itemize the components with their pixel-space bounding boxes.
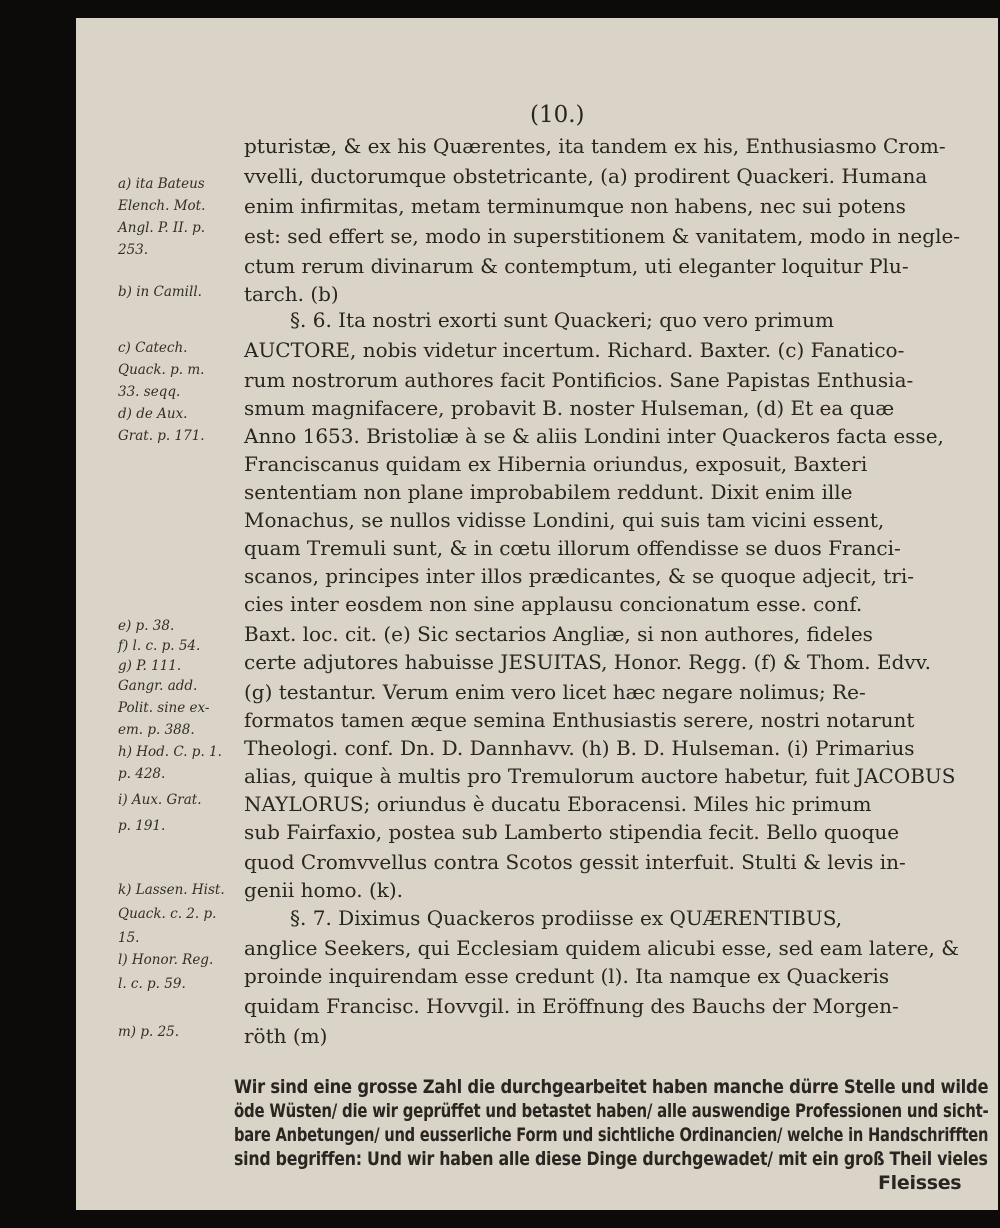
text-line: formatos tamen æque semina Enthusiastis serere, nostri notarunt [244,708,915,732]
text-line: ctum rerum divinarum & contemptum, uti eleganter loquitur Plu- [244,254,909,278]
margin-note: m) p. 25. [118,1024,180,1040]
margin-note: e) p. 38. [118,618,175,634]
text-line: pturistæ, & ex his Quærentes, ita tandem ex his, Enthusiasmo Crom- [244,134,946,158]
margin-note: Angl. P. II. p. [118,220,206,236]
text-line: Baxt. loc. cit. (e) Sic sectarios Angliæ, si non authores, fideles [244,622,873,646]
text-line: anglice Seekers, qui Ecclesiam quidem alicubi esse, sed eam latere, & [244,936,959,960]
margin-note: 15. [118,930,140,946]
margin-note: g) P. 111. [118,658,182,674]
margin-note: a) ita Bateus [118,176,205,192]
section-heading-6: §. 6. Ita nostri exorti sunt Quackeri; quo vero primum [290,308,834,332]
margin-note: h) Hod. C. p. 1. [118,744,222,760]
margin-note: b) in Camill. [118,284,202,300]
text-line: smum magnifacere, probavit B. noster Hulseman, (d) Et ea quæ [244,396,895,420]
margin-note: Gangr. add. [118,678,198,694]
text-line: sententiam non plane improbabilem reddunt. Dixit enim ille [244,480,853,504]
margin-note: p. 191. [118,818,166,834]
margin-note: l. c. p. 59. [118,976,186,992]
margin-note: Grat. p. 171. [118,428,205,444]
text-line: genii homo. (k). [244,878,404,902]
text-line: alias, quique à multis pro Tremulorum auctore habetur, fuit JACOBUS [244,764,956,788]
margin-note: d) de Aux. [118,406,188,422]
text-line: cies inter eosdem non sine applausu concionatum esse. conf. [244,592,863,616]
text-line: quod Cromvvellus contra Scotos gessit interfuit. Stulti & levis in- [244,850,906,874]
text-line: proinde inquirendam esse credunt (l). Ita namque ex Quackeris [244,964,890,988]
text-line: rum nostrorum authores facit Pontificios. Sane Papistas Enthusia- [244,368,914,392]
margin-note: Polit. sine ex- [118,700,210,716]
text-line: Franciscanus quidam ex Hibernia oriundus, exposuit, Baxteri [244,452,868,476]
margin-note: f) l. c. p. 54. [118,638,201,654]
catchword: Fleisses [878,1172,962,1194]
text-line: sub Fairfaxio, postea sub Lamberto stipendia fecit. Bello quoque [244,820,900,844]
text-line: Theologi. conf. Dn. D. Dannhavv. (h) B. D. Hulseman. (i) Primarius [244,736,915,760]
margin-note: 33. seqq. [118,384,181,400]
text-line: vvelli, ductorumque obstetricante, (a) prodirent Quackeri. Humana [244,164,928,188]
margin-note: Quack. p. m. [118,362,205,378]
margin-note: i) Aux. Grat. [118,792,202,808]
margin-note: em. p. 388. [118,722,195,738]
text-line: NAYLORUS; oriundus è ducatu Eboracensi. Miles hic primum [244,792,872,816]
text-line: est: sed effert se, modo in superstitionem & vanitatem, modo in negle- [244,224,961,248]
margin-note: Elench. Mot. [118,198,206,214]
text-line: certe adjutores habuisse JESUITAS, Honor. Regg. (f) & Thom. Edvv. [244,650,931,674]
text-line: scanos, principes inter illos prædicantes, & se quoque adjecit, tri- [244,564,915,588]
margin-note: p. 428. [118,766,166,782]
text-line: enim infirmitas, metam terminumque non habens, nec sui potens [244,194,906,218]
text-line: Monachus, se nullos vidisse Londini, qui suis tam vicini essent, [244,508,885,532]
text-line: quam Tremuli sunt, & in cœtu illorum offendisse se duos Franci- [244,536,901,560]
text-line: quidam Francisc. Hovvgil. in Eröffnung des Bauchs der Morgen- [244,994,899,1018]
text-line: röth (m) [244,1024,328,1048]
margin-note: c) Catech. [118,340,188,356]
footnote-line: Wir sind eine grosse Zahl die durchgearbeitet haben manche dürre Stelle und wilde [234,1076,989,1098]
footnote-line: sind begriffen: Und wir haben alle diese Dinge durchgewadet/ mit ein groß Theil vieles [234,1148,988,1170]
text-line: tarch. (b) [244,282,339,306]
text-line: Anno 1653. Bristoliæ à se & aliis Londini inter Quackeros facta esse, [244,424,944,448]
section-heading-7: §. 7. Diximus Quackeros prodiisse ex QUÆRENTIBUS, [290,906,843,930]
margin-note: Quack. c. 2. p. [118,906,217,922]
margin-note: l) Honor. Reg. [118,952,214,968]
margin-note: k) Lassen. Hist. [118,882,225,898]
footnote-line: öde Wüsten/ die wir geprüffet und betastet haben/ alle auswendige Professionen und sicht- [234,1100,989,1122]
page-header: (10.) [530,102,585,128]
margin-note: 253. [118,242,149,258]
footnote-line: bare Anbetungen/ und eusserliche Form und sichtliche Ordinancien/ welche in Handschrifften [234,1124,989,1146]
text-line: AUCTORE, nobis videtur incertum. Richard. Baxter. (c) Fanatico- [244,338,905,362]
text-line: (g) testantur. Verum enim vero licet hæc negare nolimus; Re- [244,680,866,704]
